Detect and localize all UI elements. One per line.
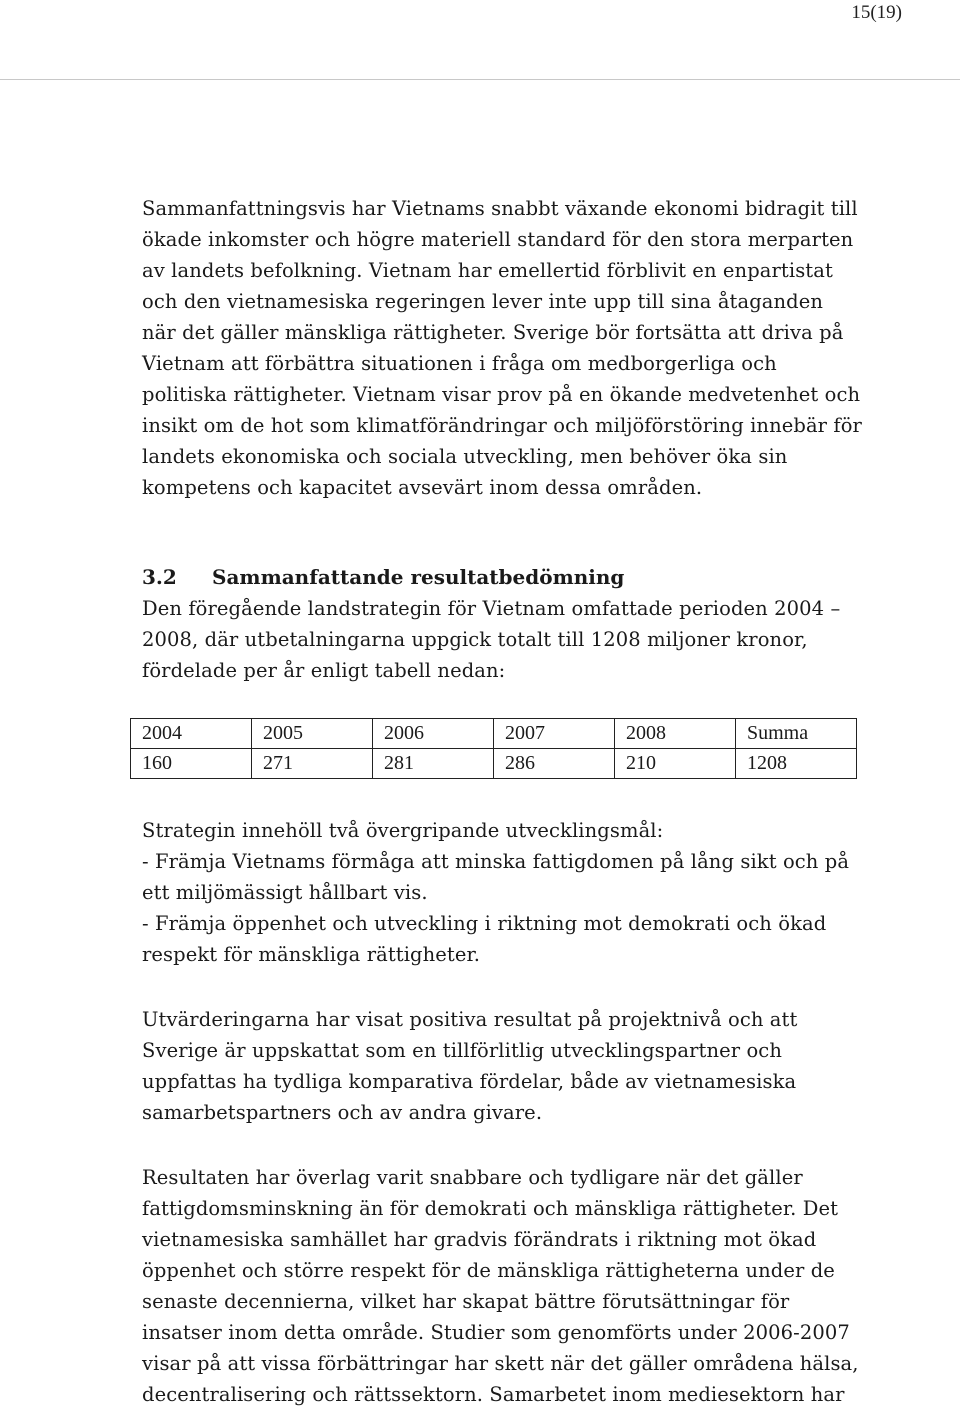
- table-cell: 1208: [736, 749, 857, 779]
- table-header-row: [131, 719, 857, 749]
- section-heading: [142, 562, 862, 593]
- paragraph-summary: Sammanfattningsvis har Vietnams snabbt växande ekonomi bidragit till ökade inkomster och högre materiell standard för den stora merparten av landets befolkning. Vietnam har emellertid förblivit en enpartistat och den vietnamesiska regeringen lever inte upp till sina åtaganden när det gäller mänskliga rättigheter. Sverige bör fortsätta att driva på Vietnam att förbättra situationen i fråga om medborgerliga och politiska rättigheter. Vietnam visar prov på en ökande medvetenhet och insikt om de hot som klimatförändringar och miljöförstöring innebär för landets ekonomiska och sociala utveckling, men behöver öka sin kompetens och kapacitet avsevärt inom dessa områden.: [142, 197, 862, 499]
- document-body: [142, 193, 862, 1410]
- paragraph-evaluations: Utvärderingarna har visat positiva resultat på projektnivå och att Sverige är uppskattat som en tillförlitlig utvecklingspartner och uppfattas ha tydliga komparativa fördelar, både av vietnamesiska samarbetspartners och av andra givare.: [142, 1008, 798, 1124]
- goals-intro: Strategin innehöll två övergripande utvecklingsmål:: [142, 819, 664, 842]
- table-cell: 210: [615, 749, 736, 779]
- goal-item-democracy: - Främja öppenhet och utveckling i riktning mot demokrati och ökad respekt för mänskliga rättigheter.: [142, 912, 827, 966]
- table-cell: 271: [252, 749, 373, 779]
- table-cell: Summa: [736, 719, 857, 749]
- table-cell: 2005: [252, 719, 373, 749]
- table-cell: 281: [373, 749, 494, 779]
- table-cell: 286: [494, 749, 615, 779]
- disbursement-table: [130, 718, 857, 779]
- table-cell: 160: [131, 749, 252, 779]
- table-row: [131, 749, 857, 779]
- table-cell: 2008: [615, 719, 736, 749]
- paragraph-results: Resultaten har överlag varit snabbare och tydligare när det gäller fattigdomsminskning än för demokrati och mänskliga rättigheter. Det vietnamesiska samhället har gradvis förändrats i riktning mot ökad öppenhet och större respekt för de mänskliga rättigheterna under de senaste decennierna, vilket har skapat bättre förutsättningar för insatser inom detta område. Studier som genomförts under 2006-2007 visar på att vissa förbättringar har skett när det gäller områdena hälsa, decentralisering och rättssektorn. Samarbetet inom mediesektorn har: [142, 1166, 859, 1406]
- goal-item-poverty: - Främja Vietnams förmåga att minska fattigdomen på lång sikt och på ett miljömässigt hållbart vis.: [142, 850, 850, 904]
- header-divider: [0, 79, 960, 80]
- section-number: 3.2: [142, 565, 177, 589]
- table-cell: 2007: [494, 719, 615, 749]
- paragraph-strategy-period: Den föregående landstrategin för Vietnam omfattade perioden 2004 – 2008, där utbetalningarna uppgick totalt till 1208 miljoner kronor, fördelade per år enligt tabell nedan:: [142, 597, 841, 682]
- page-number: 15(19): [851, 2, 902, 23]
- table-cell: 2004: [131, 719, 252, 749]
- table-cell: 2006: [373, 719, 494, 749]
- section-title: Sammanfattande resultatbedömning: [212, 565, 625, 589]
